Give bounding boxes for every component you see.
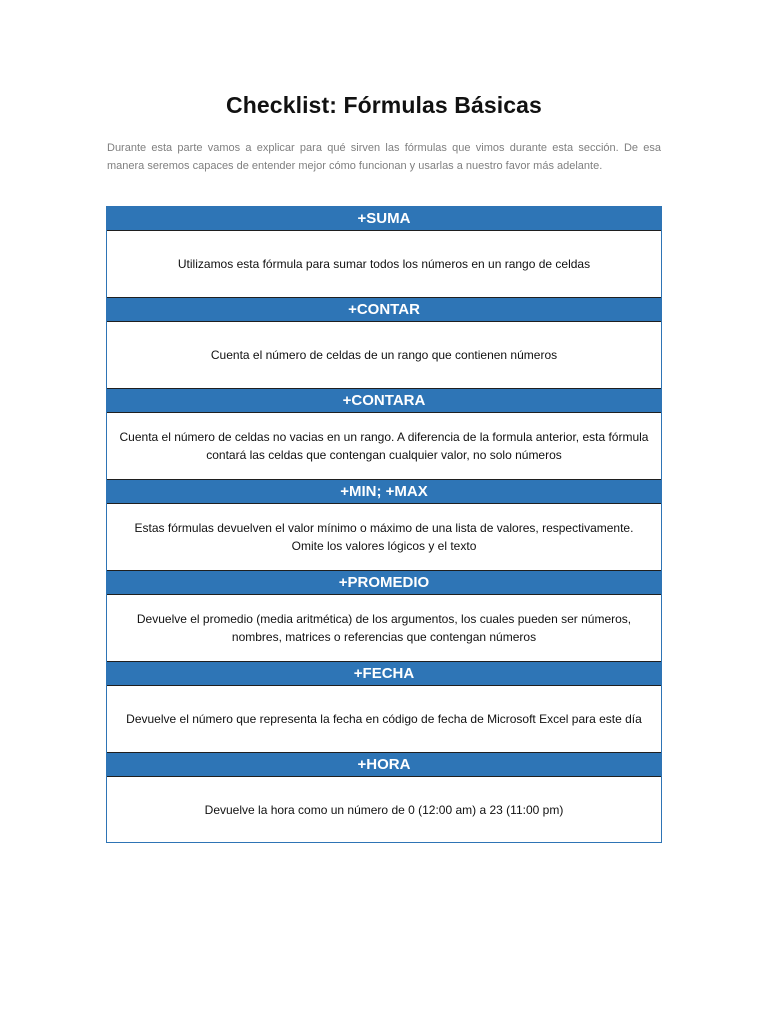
section-description: Estas fórmulas devuelven el valor mínimo o máximo de una lista de valores, respectivamente. Omite los valores lógicos y el texto — [134, 521, 634, 553]
intro-paragraph: Durante esta parte vamos a explicar para qué sirven las fórmulas que vimos durante esta sección. De esa manera seremos capaces de entender mejor cómo funcionan y usarlas a nuestro favor más adelante. — [107, 142, 661, 172]
section-promedio — [107, 570, 661, 661]
section-description: Devuelve la hora como un número de 0 (12:00 am) a 23 (11:00 pm) — [204, 802, 564, 817]
section-suma — [107, 206, 661, 297]
section-description: Devuelve el número que representa la fecha en código de fecha de Microsoft Excel para este día — [126, 712, 642, 726]
section-hora — [107, 752, 661, 842]
section-min-max — [107, 479, 661, 570]
section-header: +CONTARA — [107, 388, 661, 413]
section-header: +SUMA — [107, 206, 661, 231]
section-description: Utilizamos esta fórmula para sumar todos los números en un rango de celdas — [177, 257, 591, 271]
section-header: +MIN; +MAX — [107, 479, 661, 504]
formulas-table — [106, 206, 662, 843]
section-header: +PROMEDIO — [107, 570, 661, 595]
section-description: Cuenta el número de celdas de un rango que contienen números — [210, 348, 558, 362]
page-title: Checklist: Fórmulas Básicas — [226, 92, 542, 118]
section-description: Devuelve el promedio (media aritmética) de los argumentos, los cuales pueden ser números, nombres, matrices o referencias que contengan números — [136, 612, 632, 644]
section-header: +HORA — [107, 752, 661, 777]
section-header: +CONTAR — [107, 297, 661, 322]
section-fecha — [107, 661, 661, 752]
section-contar — [107, 297, 661, 388]
section-description: Cuenta el número de celdas no vacias en un rango. A diferencia de la formula anterior, esta fórmula contará las celdas que contengan cualquier valor, no solo números — [119, 430, 649, 462]
section-contara — [107, 388, 661, 479]
section-header: +FECHA — [107, 661, 661, 686]
